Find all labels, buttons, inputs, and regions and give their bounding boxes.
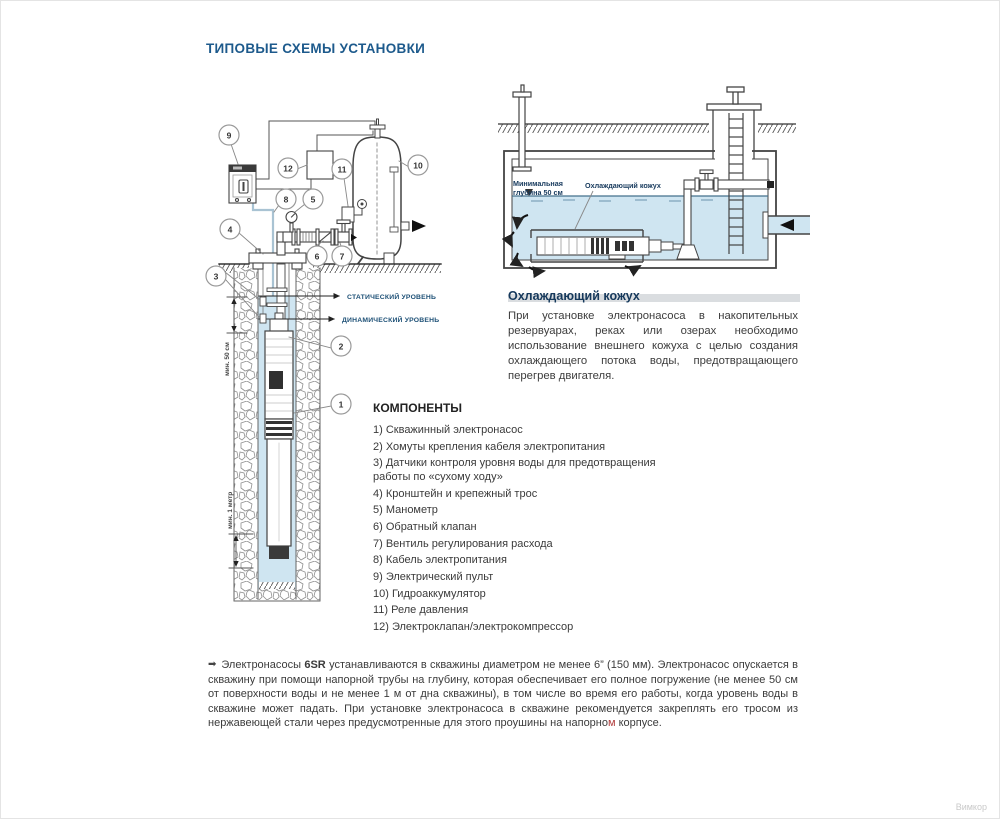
min-depth-label-2: глубина 50 см <box>513 188 563 197</box>
callout-1: 1 <box>338 399 344 410</box>
reservoir-ground <box>498 124 796 133</box>
components-heading: КОМПОНЕНТЫ <box>373 401 463 415</box>
component-item: 4) Кронштейн и крепежный трос <box>373 487 538 500</box>
arrow-bullet-icon: ➡ <box>208 659 217 670</box>
component-item: 9) Электрический пульт <box>373 571 494 583</box>
callout-4: 4 <box>227 224 233 235</box>
component-item: 7) Вентиль регулирования расхода <box>373 537 553 550</box>
callout-12: 12 <box>283 163 293 174</box>
cooling-section-body: При установке электронасоса в накопительных резервуарах, реках или озерах необходимо использование внешнего кожуха с целью создания охлаждающего потока воды, предотвращающего перегрев двигателя. <box>508 310 798 382</box>
component-item: 12) Электроклапан/электрокомпрессор <box>373 621 574 634</box>
component-item: 2) Хомуты крепления кабеля электропитания <box>373 440 606 453</box>
callout-11: 11 <box>337 164 347 175</box>
footer-tail: корпусе. <box>615 717 662 730</box>
accumulator-tank <box>353 119 426 269</box>
cooling-section-heading: Охлаждающий кожух <box>508 287 798 305</box>
check-valve <box>316 229 334 245</box>
footer-lead: Электронасосы <box>221 659 305 671</box>
callout-9: 9 <box>226 130 232 141</box>
callout-8: 8 <box>283 194 289 205</box>
flow-control-valve <box>335 220 352 245</box>
pump-cable-guard <box>269 371 283 389</box>
component-item: 3) Датчики контроля уровня воды для предотвращения работы по «сухому ходу» <box>373 457 656 483</box>
component-item: 5) Манометр <box>373 504 438 517</box>
callout-7: 7 <box>339 251 345 262</box>
dynamic-level-label: ДИНАМИЧЕСКИЙ УРОВЕНЬ <box>342 317 440 324</box>
page-title: ТИПОВЫЕ СХЕМЫ УСТАНОВКИ <box>206 41 426 56</box>
min-50cm-label: мин. 50 см <box>224 342 231 376</box>
callout-3: 3 <box>213 271 219 282</box>
outflow-arrow <box>412 220 426 232</box>
footer-red-letter: м <box>608 717 616 730</box>
footer-model: 6SR <box>304 659 326 671</box>
footer-body: устанавливаются в скважины диаметром не менее 6” (150 мм). Электронасос опускается в скважину при помощи напорной трубы на глубину, которая обеспечивает его полное погружение (не менее 50 см от поверхности воды и не менее 1 м от дна скважины), в том числе во время его работы, когда уровень воды в скважине может падать. При установке электронасоса в скважине рекомендуется закреплять его тросом из нержавеющей стали через предусмотренные для этого проушины на напорно <box>208 659 798 730</box>
static-level-label: СТАТИЧЕСКИЙ УРОВЕНЬ <box>347 294 437 301</box>
solenoid-box <box>307 151 333 179</box>
reservoir-installation-diagram <box>498 85 810 271</box>
component-item: 10) Гидроаккумулятор <box>373 587 486 600</box>
callout-5: 5 <box>310 194 316 205</box>
electric-panel <box>229 165 256 203</box>
callout-2: 2 <box>338 341 344 352</box>
inlet-pipe <box>763 212 810 238</box>
components-section <box>373 401 678 638</box>
callout-10: 10 <box>413 160 423 171</box>
callout-6: 6 <box>314 251 320 262</box>
cooling-jacket-section <box>508 287 798 384</box>
riser-pipe-down <box>277 264 285 321</box>
min-1m-label: мин. 1 метр <box>227 491 234 529</box>
min-depth-label-1: Минимальная <box>513 179 563 188</box>
watermark: Вимкор <box>955 802 987 812</box>
component-item: 8) Кабель электропитания <box>373 554 507 567</box>
submersible-pump <box>265 313 293 559</box>
component-item: 1) Скважинный электронасос <box>373 424 523 436</box>
component-item: 6) Обратный клапан <box>373 520 477 533</box>
component-item: 11) Реле давления <box>373 604 469 617</box>
footer-note <box>208 658 798 731</box>
jacket-label: Охлаждающий кожух <box>585 181 661 190</box>
